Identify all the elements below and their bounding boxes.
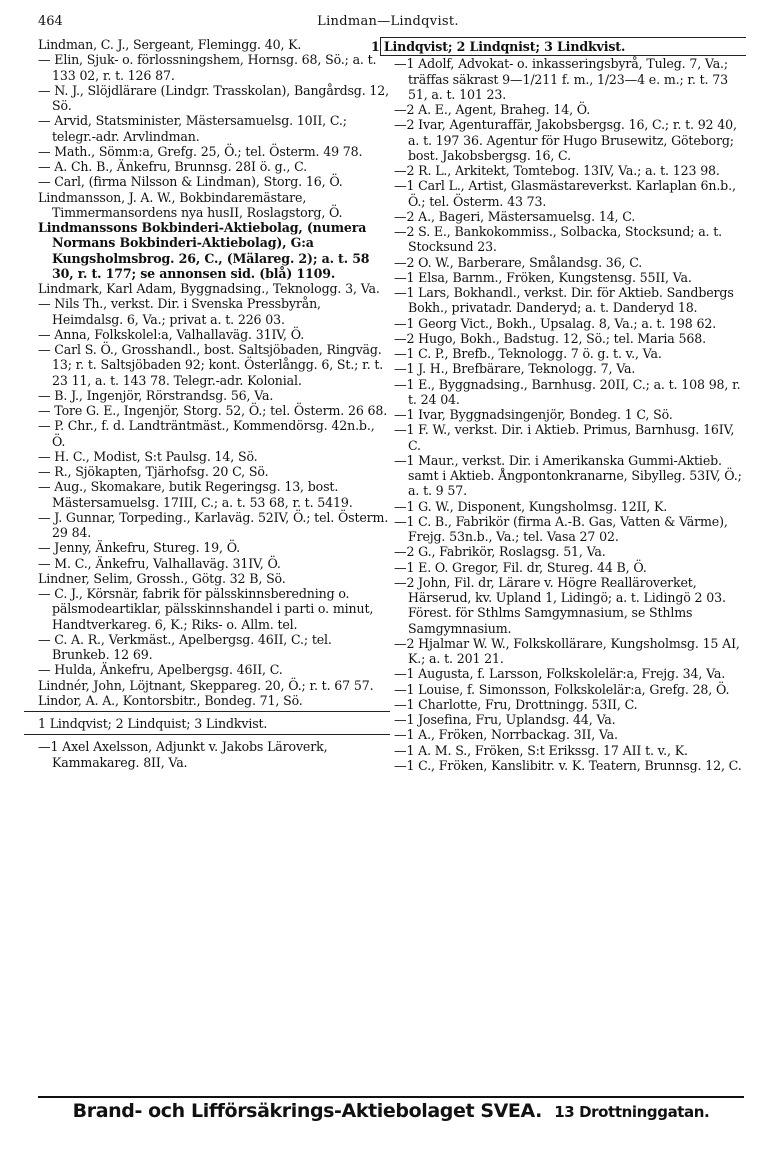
directory-entry: —1 Carl L., Artist, Glasmästareverkst. Karlaplan 6n.b., Ö.; tel. Österm. 43 73. [394, 178, 736, 209]
directory-entry: — B. J., Ingenjör, Rörstrandsg. 56, Va. [38, 387, 274, 403]
directory-entry: —2 S. E., Bankokommiss., Solbacka, Stocksund; a. t. Stocksund 23. [394, 224, 723, 255]
directory-entry: —1 E., Byggnadsing., Barnhusg. 20II, C.; a. t. 108 98, r. t. 24 04. [394, 376, 741, 407]
directory-entry: — Tore G. E., Ingenjör, Storg. 52, Ö.; tel. Österm. 26 68. [38, 403, 388, 418]
directory-entry: —2 Hugo, Bokh., Badstug. 12, Sö.; tel. Maria 568. [394, 330, 706, 346]
directory-entry: Lindnér, John, Löjtnant, Skeppareg. 20, Ö.; r. t. 67 57. [38, 677, 374, 693]
page-header [38, 14, 738, 32]
directory-entry: — Aug., Skomakare, butik Regeringsg. 13, bost. Mästersamuelsg. 17III, C.; a. t. 53 68, r. t. 5419. [38, 479, 353, 510]
directory-entry: —1 E. O. Gregor, Fil. dr, Stureg. 44 B, Ö. [394, 559, 647, 575]
directory-entry: —1 C. B., Fabrikör (firma A.-B. Gas, Vatten & Värme), Frejg. 53n.b., Va.; tel. Vasa 27 02. [394, 513, 728, 544]
directory-entry: —1 F. W., verkst. Dir. i Aktieb. Primus, Barnhusg. 16IV, C. [394, 422, 735, 453]
directory-entry: —1 Charlotte, Fru, Drottningg. 53II, C. [394, 696, 638, 712]
directory-entry: —1 J. H., Brefbärare, Teknologg. 7, Va. [394, 361, 636, 377]
separator-line [24, 711, 390, 712]
advertisement-address: 13 Drottninggatan. [554, 1103, 710, 1121]
directory-entry: —1 Josefina, Fru, Uplandsg. 44, Va. [394, 712, 616, 727]
directory-entry: —1 G. W., Disponent, Kungsholmsg. 12II, K. [394, 498, 668, 514]
directory-entry: Lindman, C. J., Sergeant, Flemingg. 40, K. [38, 37, 302, 52]
directory-entry: — Math., Sömm:a, Grefg. 25, Ö.; tel. Österm. 49 78. [38, 143, 363, 159]
directory-entry: —1 Axel Axelsson, Adjunkt v. Jakobs Läroverk, Kammakareg. 8II, Va. [38, 739, 328, 770]
directory-entry: —2 G., Fabrikör, Roslagsg. 51, Va. [394, 544, 606, 560]
directory-entry: — Arvid, Statsminister, Mästersamuelsg. 10II, C.; telegr.-adr. Arvlindman. [38, 113, 347, 144]
directory-entry: 1 Lindqvist; 2 Lindquist; 3 Lindkvist. [38, 716, 268, 731]
directory-entry: — Hulda, Änkefru, Apelbergsg. 46II, C. [38, 662, 283, 678]
directory-entry: —1 Maur., verkst. Dir. i Amerikanska Gummi-Aktieb. samt i Aktieb. Ångpontonkranarne, Sibylleg. 53IV, Ö.; a. t. 9 57. [394, 452, 742, 499]
directory-entry: — C. A. R., Verkmäst., Apelbergsg. 46II, C.; tel. Brunkeb. 12 69. [38, 631, 332, 662]
directory-entry: —2 R. L., Arkitekt, Tomtebog. 13IV, Va.; a. t. 123 98. [394, 163, 720, 178]
directory-entry: —1 Adolf, Advokat- o. inkasseringsbyrå, Tuleg. 7, Va.; träffas säkrast 9—1/211 f. m., 1/23—4 e. m.; r. t. 73 51, a. t. 101 23. [394, 56, 728, 102]
directory-entry: —1 C., Fröken, Kanslibitr. v. K. Teatern, Brunnsg. 12, C. [394, 757, 742, 773]
directory-entry: —2 Ivar, Agenturaffär, Jakobsbergsg. 16, C.; r. t. 92 40, a. t. 197 36. Agentur för Hugo Brusewitz, Göteborg; bost. Jakobsbergsg. 16, C. [394, 117, 737, 163]
directory-entry: Lindmanssons Bokbinderi-Aktiebolag, (numera Normans Bokbinderi-Aktiebolag), G:a Kungsholmsbrog. 26, C., (Mälareg. 2); a. t. 58 30, r. t. 177; se annonsen sid. (blå) 1109. [38, 220, 370, 281]
directory-entry: Lindmark, Karl Adam, Byggnadsing., Teknologg. 3, Va. [38, 281, 380, 296]
directory-entry: — Anna, Folkskolel:a, Valhallaväg. 31IV, Ö. [38, 326, 305, 342]
directory-entry: —2 John, Fil. dr, Lärare v. Högre Realläroverket, Härserud, kv. Upland 1, Lidingö; a. t. Lidingö 2 03. Förest. för Sthlms Samgymnasium, se Sthlms Samgymnasium. [394, 574, 726, 636]
separator-line [24, 734, 390, 735]
directory-entry: —2 A., Bageri, Mästersamuelsg. 14, C. [394, 208, 636, 224]
directory-entry: — Nils Th., verkst. Dir. i Svenska Pressbyrån, Heimdalsg. 6, Va.; privat a. t. 226 03. [38, 296, 321, 327]
directory-entry: —1 A. M. S., Fröken, S:t Erikssg. 17 AII t. v., K. [394, 742, 688, 758]
directory-entry: —2 O. W., Barberare, Smålandsg. 36, C. [394, 254, 643, 270]
directory-entry: — P. Chr., f. d. Landträntmäst., Kommendörsg. 42n.b., Ö. [38, 418, 375, 449]
directory-entry: —1 Ivar, Byggnadsingenjör, Bondeg. 1 C, Sö. [394, 407, 673, 422]
directory-entry: — N. J., Slöjdlärare (Lindgr. Trasskolan), Bangårdsg. 12, Sö. [38, 82, 389, 113]
directory-entry: —1 A., Fröken, Norrbackag. 3II, Va. [394, 727, 618, 743]
directory-entry: —2 A. E., Agent, Braheg. 14, Ö. [394, 102, 591, 117]
directory-entry: —1 Georg Vict., Bokh., Upsalag. 8, Va.; a. t. 198 62. [394, 315, 717, 331]
directory-entry: —1 Augusta, f. Larsson, Folkskolelär:a, Frejg. 34, Va. [394, 666, 726, 682]
directory-entry: — Carl, (firma Nilsson & Lindman), Storg. 16, Ö. [38, 174, 343, 190]
directory-entry: — C. J., Körsnär, fabrik för pälsskinnsberedning o. pälsmodeartiklar, pälsskinnshandel i parti o. minut, Handtverkareg. 6, K.; Riks- o. Allm. tel. [38, 586, 374, 632]
running-head: Lindman—Lindqvist. [317, 14, 459, 29]
directory-entry: — H. C., Modist, S:t Paulsg. 14, Sö. [38, 448, 258, 464]
directory-entry: — Jenny, Änkefru, Stureg. 19, Ö. [38, 540, 241, 556]
directory-entry: —1 Louise, f. Simonsson, Folkskolelär:a, Grefg. 28, Ö. [394, 681, 730, 697]
advertisement-text: Brand- och Lifförsäkrings-Aktiebolaget SVEA. [72, 1100, 542, 1122]
directory-entry: — Elin, Sjuk- o. förlossningshem, Hornsg. 68, Sö.; a. t. 133 02, r. t. 126 87. [38, 52, 377, 83]
directory-entry: Lindor, A. A., Kontorsbitr., Bondeg. 71, Sö. [38, 692, 303, 708]
right-column [371, 37, 746, 773]
directory-entry: Lindner, Selim, Grossh., Götg. 32 B, Sö. [38, 570, 286, 586]
page-number: 464 [38, 14, 63, 29]
directory-entry: —1 Elsa, Barnm., Fröken, Kungstensg. 55II, Va. [394, 269, 692, 285]
directory-entry: —1 C. P., Brefb., Teknologg. 7 ö. g. t. v., Va. [394, 346, 662, 361]
spelling-key: 1 Lindqvist; 2 Lindqnist; 3 Lindkvist. [380, 37, 746, 56]
directory-entry: — J. Gunnar, Torpeding., Karlaväg. 52IV, Ö.; tel. Österm. 29 84. [38, 509, 389, 540]
footer-advertisement [38, 1096, 744, 1122]
directory-entry: —1 Lars, Bokhandl., verkst. Dir. för Aktieb. Sandbergs Bokh., privatadr. Danderyd; a. t. Danderyd 18. [394, 285, 734, 316]
directory-entry: Lindmansson, J. A. W., Bokbindaremästare, Timmermansordens nya husII, Roslagstorg, Ö. [38, 189, 343, 220]
directory-entry: — A. Ch. B., Änkefru, Brunnsg. 28I ö. g., C. [38, 159, 307, 174]
left-column [38, 37, 390, 770]
directory-entry: — Carl S. Ö., Grosshandl., bost. Saltsjöbaden, Ringväg. 13; r. t. Saltsjöbaden 92; kont. Österlångg. 6, St.; r. t. 23 11, a. t. 143 78. Telegr.-adr. Kolonial. [38, 342, 384, 388]
directory-entry: —2 Hjalmar W. W., Folkskollärare, Kungsholmsg. 15 AI, K.; a. t. 201 21. [394, 635, 740, 666]
directory-entry: — M. C., Änkefru, Valhallaväg. 31IV, Ö. [38, 555, 281, 571]
directory-entry: — R., Sjökapten, Tjärhofsg. 20 C, Sö. [38, 464, 269, 479]
